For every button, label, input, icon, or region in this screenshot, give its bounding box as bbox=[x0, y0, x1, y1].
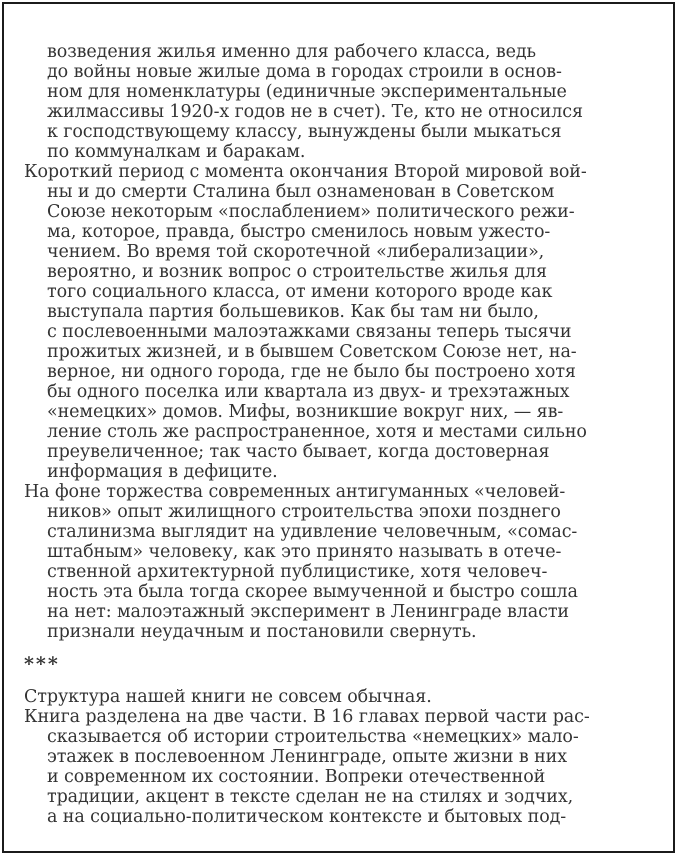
text-line: признали неудачным и постановили свернуть. bbox=[47, 622, 477, 642]
text-line: а на социально-политическом контексте и бытовых под- bbox=[47, 807, 567, 827]
text-line: «немецких» домов. Мифы, возникшие вокруг них, — яв- bbox=[47, 402, 564, 422]
paragraph bbox=[24, 482, 644, 642]
text-line: ма, которое, правда, быстро сменилось новым ужесто- bbox=[47, 222, 551, 242]
text-line: Короткий период с момента окончания Второй мировой вой- bbox=[24, 162, 587, 182]
section-divider: *** bbox=[24, 653, 60, 675]
text-line: штабным» человеку, как это принято называть в отече- bbox=[47, 542, 562, 562]
text-line: Структура нашей книги не совсем обычная. bbox=[24, 687, 432, 707]
text-line: до войны новые жилые дома в городах строили в основ- bbox=[47, 62, 562, 82]
text-line: вероятно, и возник вопрос о строительстве жилья для bbox=[47, 262, 547, 282]
text-line: ном для номенклатуры (единичные экспериментальные bbox=[47, 82, 567, 102]
text-line: к господствующему классу, вынуждены были мыкаться bbox=[47, 122, 562, 142]
text-line: преувеличенное; так часто бывает, когда достоверная bbox=[47, 442, 550, 462]
book-page bbox=[2, 2, 675, 853]
text-line: по коммуналкам и баракам. bbox=[47, 142, 306, 162]
text-line: сталинизма выглядит на удивление человечным, «сомас- bbox=[47, 522, 578, 542]
text-line: сказывается об истории строительства «немецких» мало- bbox=[47, 727, 579, 747]
paragraph bbox=[24, 42, 644, 162]
page-text bbox=[24, 42, 644, 827]
paragraph bbox=[24, 162, 644, 482]
text-line: верное, ни одного города, где не было бы построено хотя bbox=[47, 362, 576, 382]
text-line: ление столь же распространенное, хотя и местами сильно bbox=[47, 422, 587, 442]
text-line: традиции, акцент в тексте сделан не на стилях и зодчих, bbox=[47, 787, 574, 807]
text-line: возведения жилья именно для рабочего класса, ведь bbox=[47, 42, 536, 62]
text-line: ственной архитектурной публицистике, хотя человеч- bbox=[47, 562, 548, 582]
text-line: Союзе некоторым «послаблением» политического режи- bbox=[47, 202, 575, 222]
text-line: прожитых жизней, и в бывшем Советском Союзе нет, на- bbox=[47, 342, 577, 362]
text-line: На фоне торжества современных антигуманных «человей- bbox=[24, 482, 566, 502]
text-line: и современном их состоянии. Вопреки отечественной bbox=[47, 767, 546, 787]
text-line: ников» опыт жилищного строительства эпохи позднего bbox=[47, 502, 561, 522]
paragraph bbox=[24, 707, 644, 827]
text-line: на нет: малоэтажный эксперимент в Ленинграде власти bbox=[47, 602, 569, 622]
text-line: жилмассивы 1920-х годов не в счет). Те, кто не относился bbox=[47, 102, 583, 122]
text-line: ность эта была тогда скорее вымученной и быстро сошла bbox=[47, 582, 578, 602]
text-line: бы одного поселка или квартала из двух- и трехэтажных bbox=[47, 382, 570, 402]
text-line: информация в дефиците. bbox=[47, 462, 278, 482]
text-line: чением. Во время той скоротечной «либерализации», bbox=[47, 242, 545, 262]
text-line: ны и до смерти Сталина был ознаменован в Советском bbox=[47, 182, 555, 202]
text-line: выступала партия большевиков. Как бы там ни было, bbox=[47, 302, 539, 322]
text-line: этажек в послевоенном Ленинграде, опыте жизни в них bbox=[47, 747, 567, 767]
paragraph bbox=[24, 687, 644, 707]
text-line: с послевоенными малоэтажками связаны теперь тысячи bbox=[47, 322, 572, 342]
text-line: Книга разделена на две части. В 16 главах первой части рас- bbox=[24, 707, 590, 727]
text-line: того социального класса, от имени которого вроде как bbox=[47, 282, 553, 302]
